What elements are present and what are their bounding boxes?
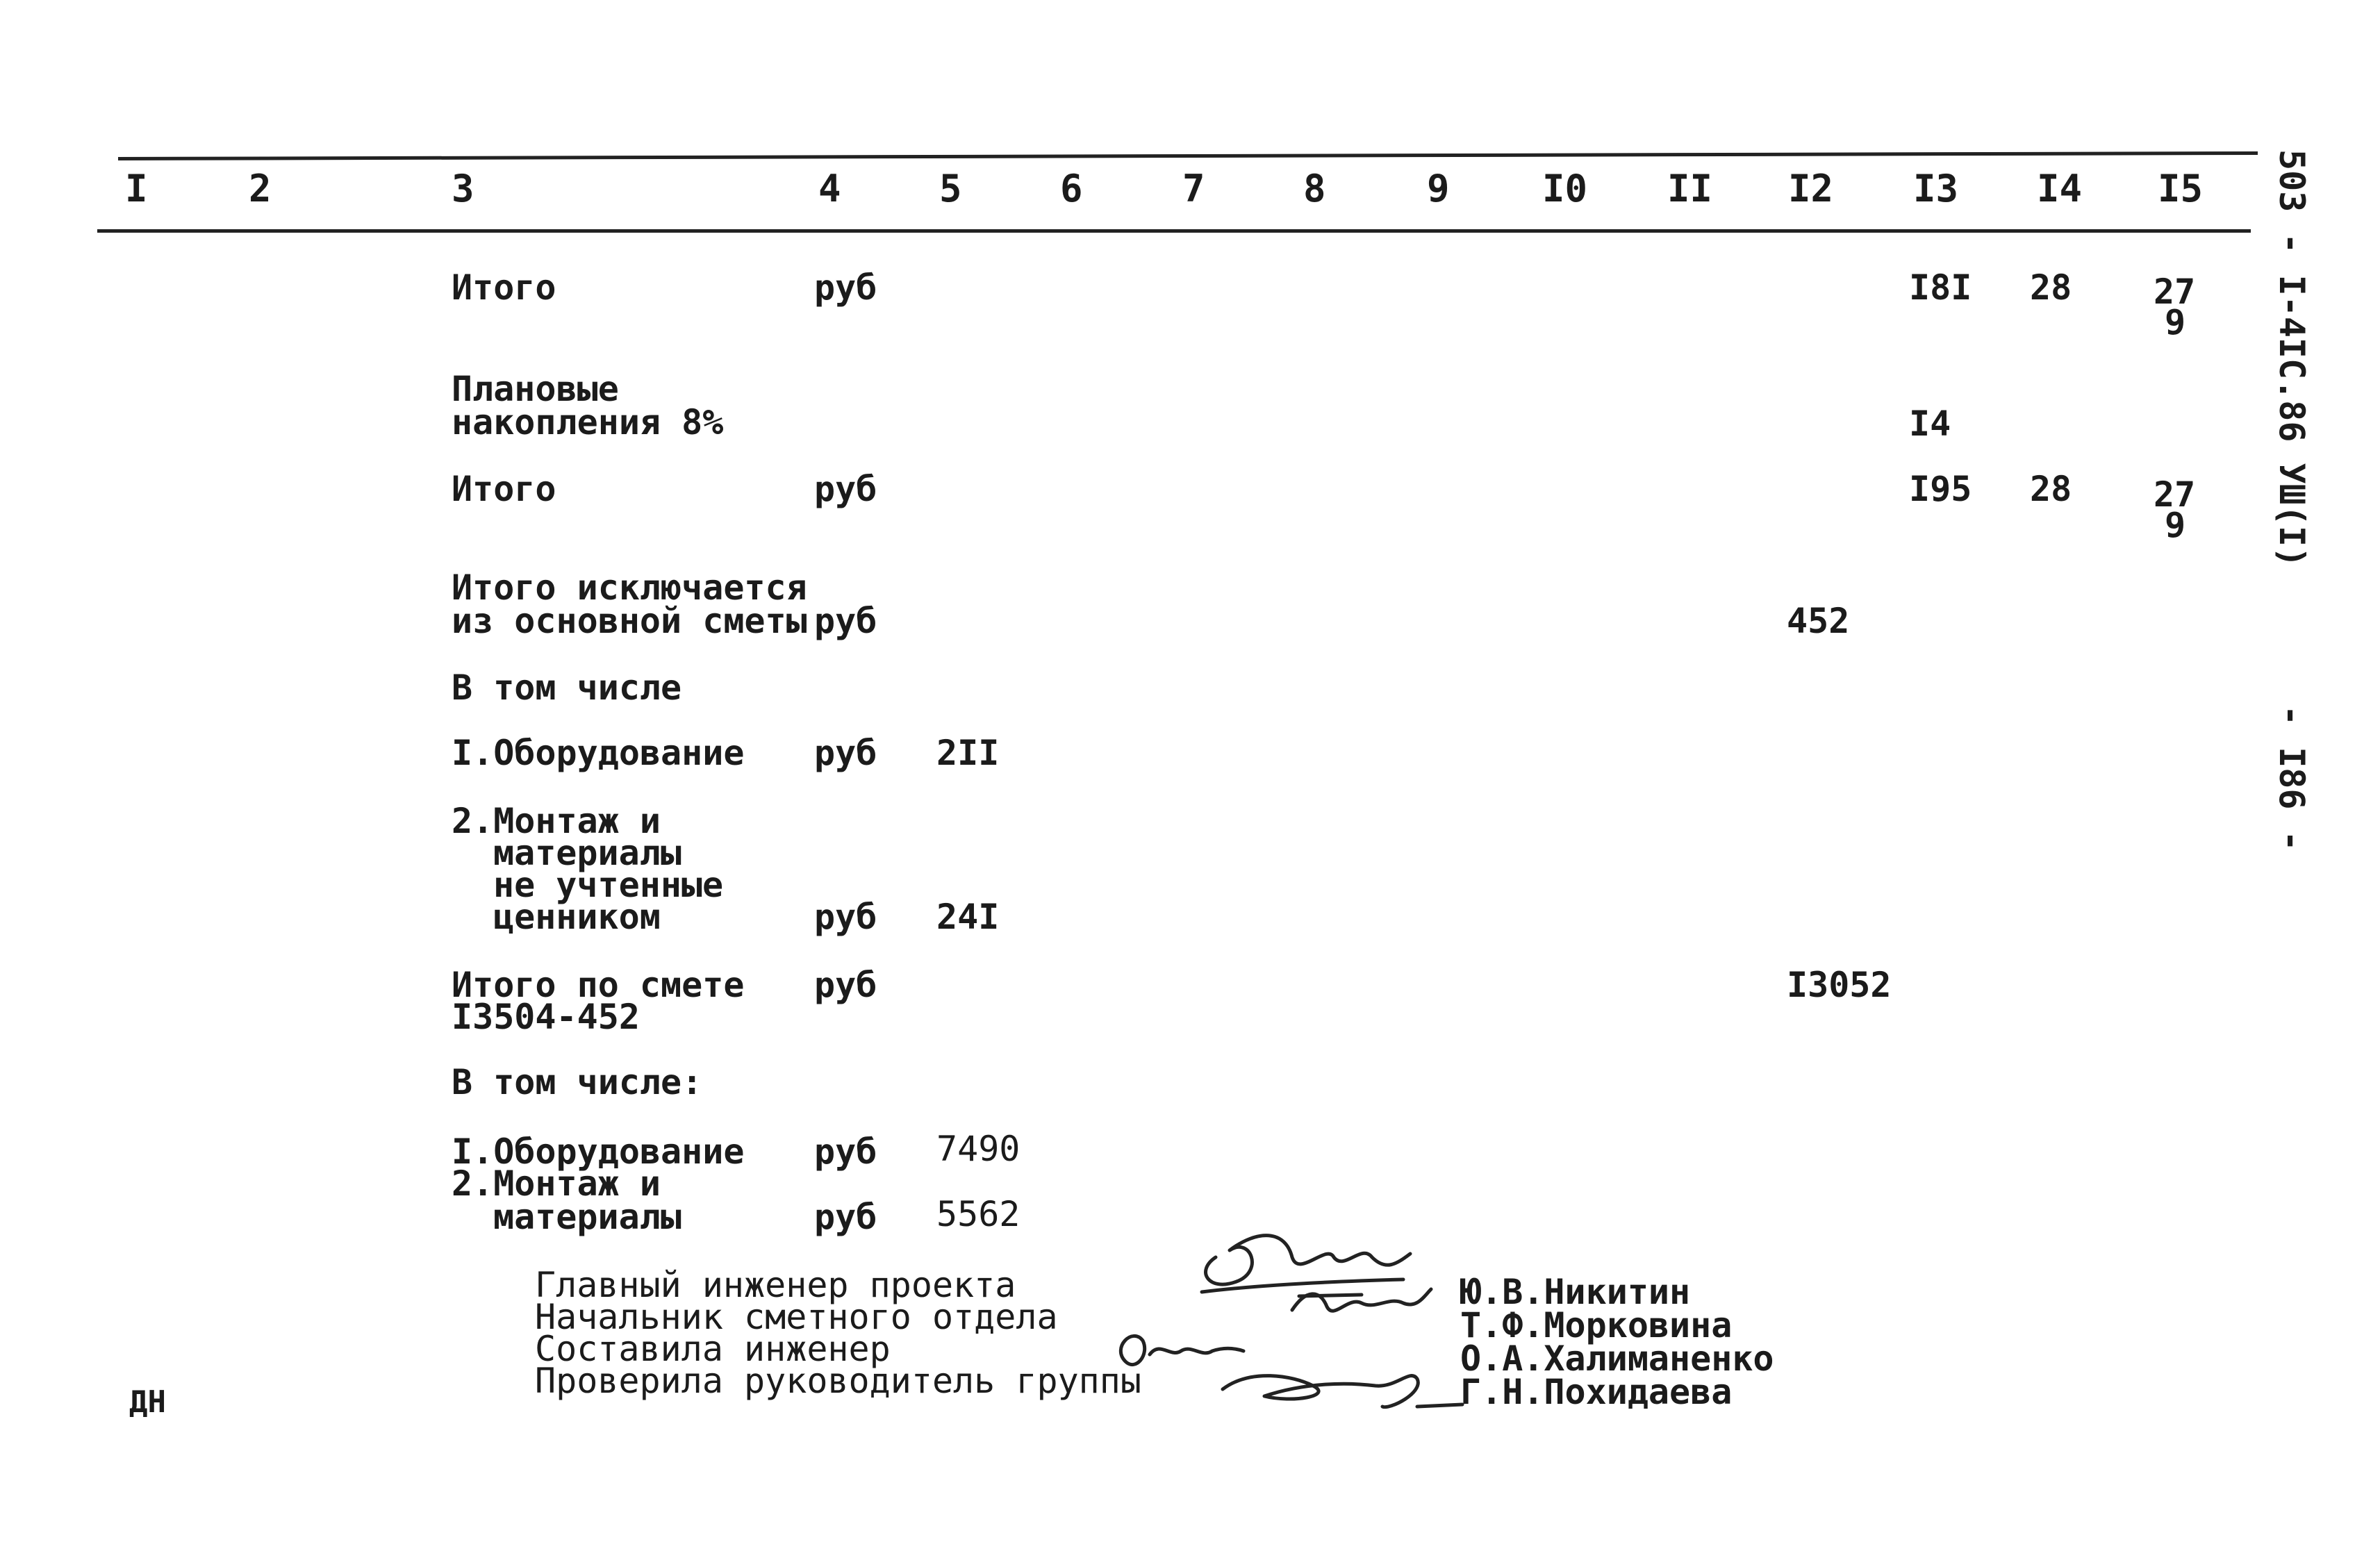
row-label-line1: 2.Монтаж и — [452, 1163, 661, 1204]
row-label-line2: материалы — [493, 833, 681, 873]
col-header-11: II — [1667, 167, 1713, 210]
row-label: В том числе — [452, 668, 682, 708]
row-label-line2: накопления 8% — [452, 402, 724, 442]
cell-col5: 5562 — [936, 1194, 1020, 1234]
col-header-6: 6 — [1060, 167, 1083, 210]
col-header-8: 8 — [1303, 167, 1326, 210]
row-label-line2: из основной сметы — [452, 601, 807, 641]
signature-role: Начальник сметного отдела — [535, 1297, 1058, 1337]
cell-col15-top: 27 — [2154, 272, 2196, 312]
row-unit: руб — [814, 601, 877, 641]
col-header-2: 2 — [249, 167, 272, 210]
row-label: Итого — [452, 469, 556, 509]
col-header-9: 9 — [1427, 167, 1450, 210]
row-unit: руб — [814, 733, 877, 773]
col-header-10: I0 — [1542, 167, 1588, 210]
col-header-15: I5 — [2158, 167, 2204, 210]
cell-col5: 24I — [936, 897, 1000, 937]
cell-col14: 28 — [2030, 267, 2072, 308]
row-unit: руб — [814, 965, 877, 1005]
cell-col5: 7490 — [936, 1129, 1020, 1169]
cell-col15-bottom: 9 — [2165, 505, 2186, 545]
col-header-1: I — [125, 167, 148, 210]
cell-col14: 28 — [2030, 469, 2072, 509]
signature-person: Г.Н.Похидаева — [1460, 1372, 1733, 1412]
row-label: Итого — [452, 267, 556, 308]
cell-col15-top: 27 — [2154, 474, 2196, 515]
row-label-line2: материалы — [493, 1197, 681, 1237]
cell-col12: I3052 — [1787, 965, 1892, 1005]
row-unit: руб — [814, 469, 877, 509]
handwritten-signature-4 — [1209, 1354, 1466, 1417]
row-label-line4: ценником — [493, 897, 661, 937]
col-header-13: I3 — [1913, 167, 1959, 210]
side-document-code: 503 - I-4IС.86 УШ(I) — [2272, 149, 2312, 568]
col-header-14: I4 — [2037, 167, 2083, 210]
signature-person: О.А.Халиманенко — [1460, 1339, 1774, 1379]
row-label: I.Оборудование — [452, 1132, 745, 1172]
signature-role: Проверила руководитель группы — [535, 1361, 1141, 1401]
row-label-line2: I3504-452 — [452, 997, 640, 1037]
cell-col13: I8I — [1909, 267, 1972, 308]
top-rule — [118, 151, 2258, 160]
header-bottom-rule — [97, 229, 2251, 233]
cell-col12: 452 — [1787, 601, 1850, 641]
cell-col15-bottom: 9 — [2165, 302, 2186, 342]
signature-role: Главный инженер проекта — [535, 1265, 1016, 1305]
col-header-5: 5 — [939, 167, 962, 210]
signature-role: Составила инженер — [535, 1329, 891, 1369]
row-label-line1: Плановые — [452, 369, 619, 409]
cell-col5: 2II — [936, 733, 1000, 773]
signature-person: Т.Ф.Морковина — [1460, 1305, 1733, 1345]
row-unit: руб — [814, 897, 877, 937]
cell-col13: I95 — [1909, 469, 1972, 509]
handwritten-signature-2 — [1278, 1275, 1438, 1331]
col-header-12: I2 — [1788, 167, 1834, 210]
col-header-4: 4 — [818, 167, 841, 210]
row-label-line1: Итого исключается — [452, 567, 807, 608]
row-unit: руб — [814, 1197, 877, 1237]
page-number: - I86 - — [2272, 705, 2312, 852]
row-unit: руб — [814, 267, 877, 308]
corner-mark: ДН — [129, 1384, 166, 1420]
row-label-line3: не учтенные — [493, 865, 724, 905]
col-header-7: 7 — [1182, 167, 1205, 210]
cell-col13: I4 — [1909, 404, 1951, 444]
signature-person: Ю.В.Никитин — [1460, 1272, 1691, 1312]
row-unit: руб — [814, 1132, 877, 1172]
row-label-line1: 2.Монтаж и — [452, 801, 661, 841]
row-label: В том числе: — [452, 1062, 703, 1102]
row-label: I.Оборудование — [452, 733, 745, 773]
col-header-3: 3 — [452, 167, 474, 210]
row-label-line1: Итого по смете — [452, 965, 745, 1005]
